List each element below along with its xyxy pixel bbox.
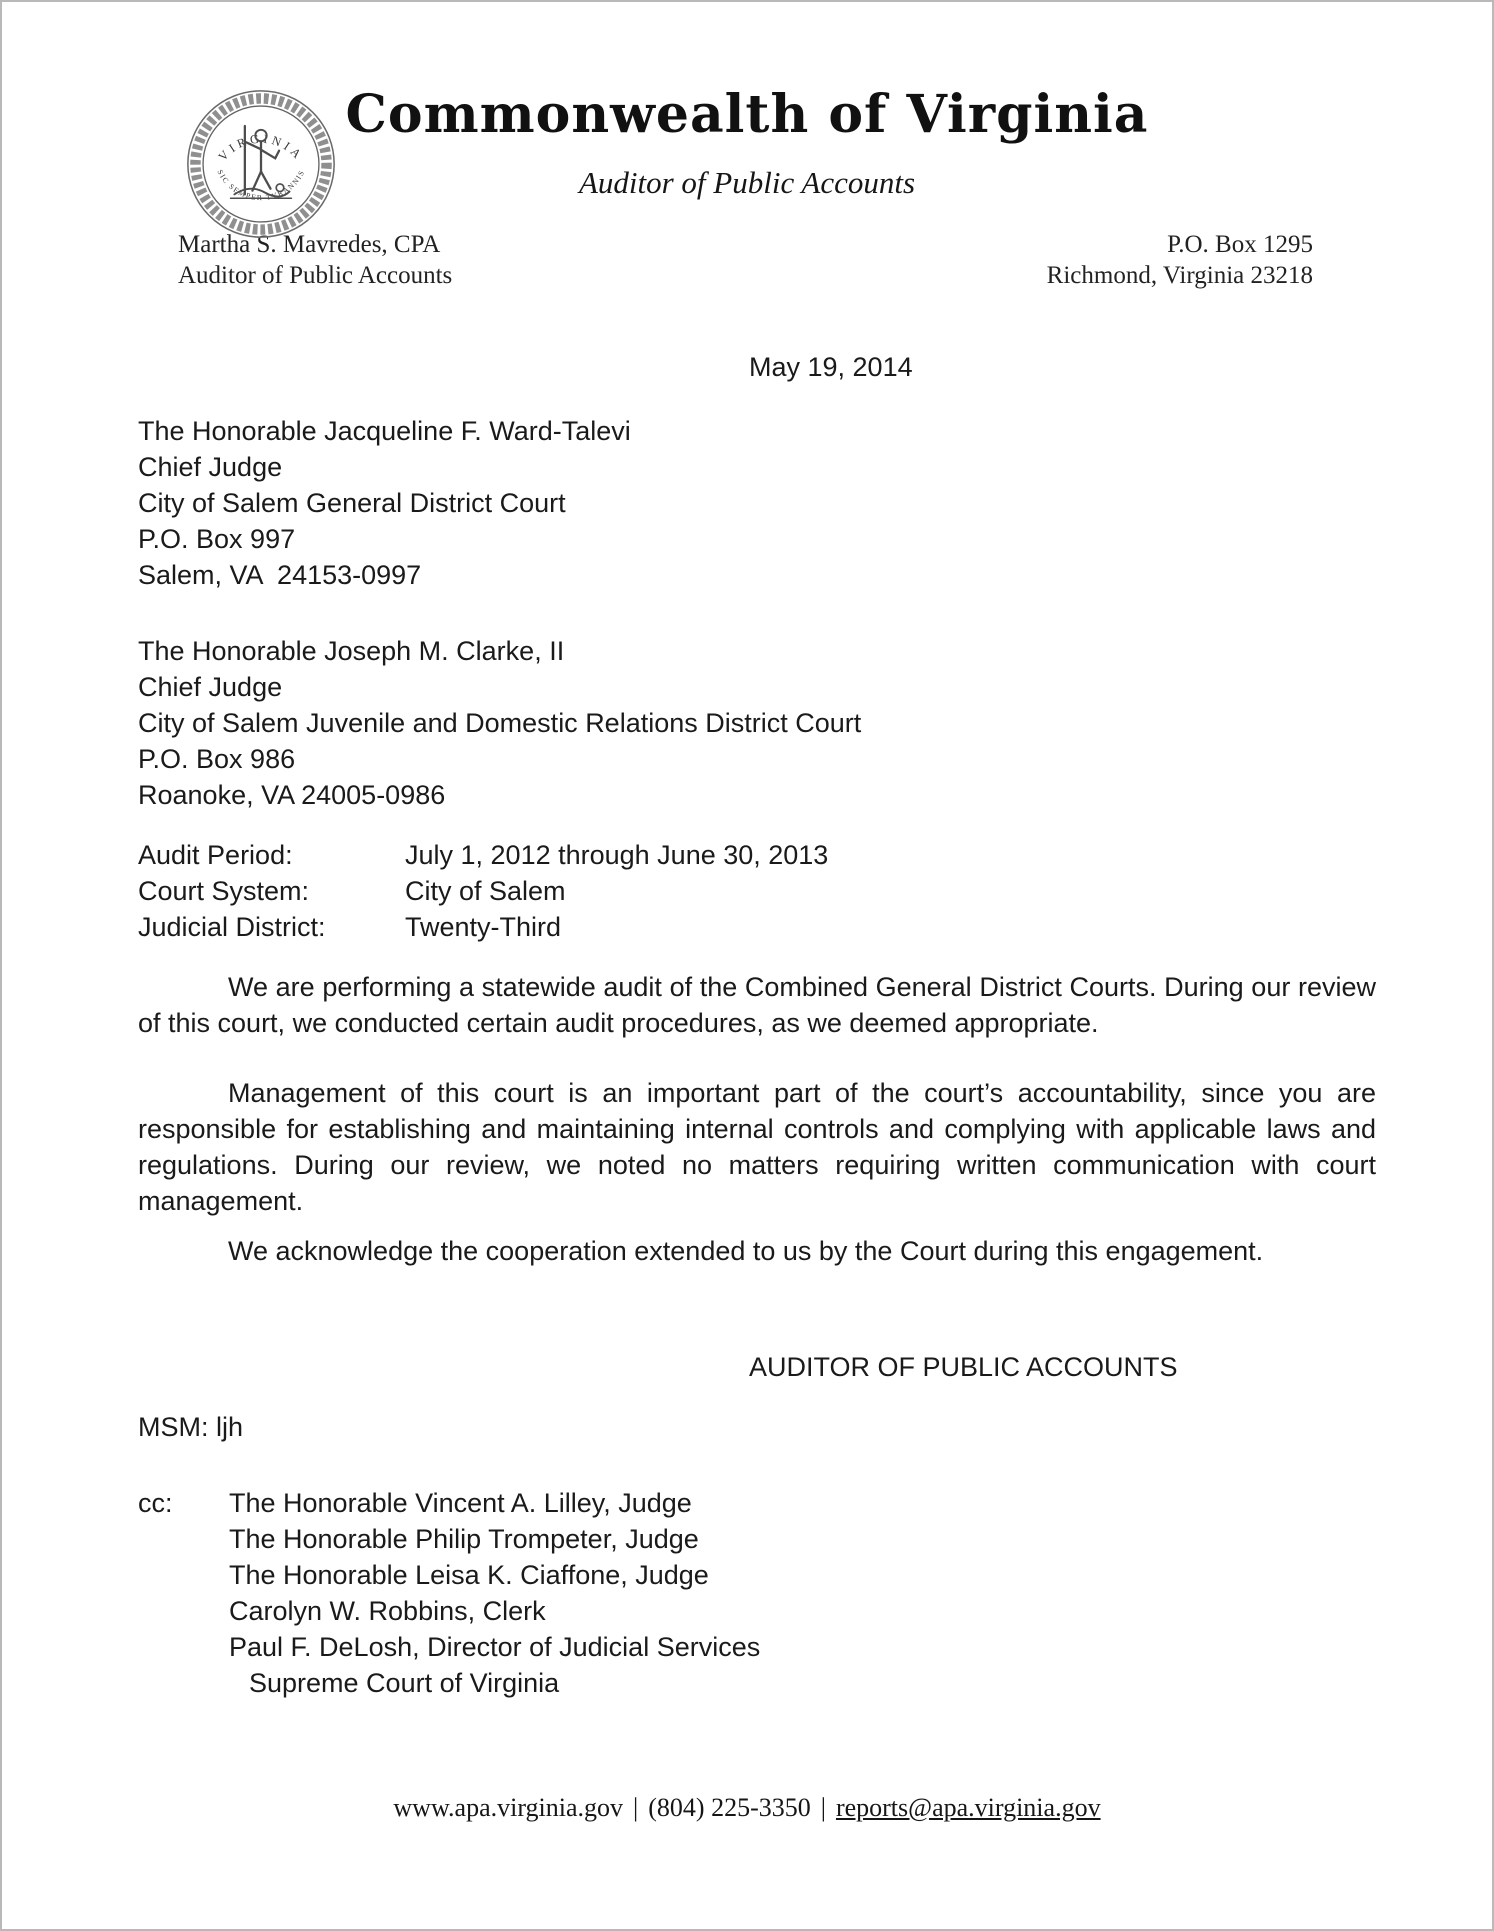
recipient-line: Chief Judge: [138, 671, 283, 702]
seal-bottom-text: SIC SEMPER TYRANNIS: [215, 168, 307, 203]
cc-sub-item: Supreme Court of Virginia: [249, 1667, 560, 1698]
cc-item: The Honorable Vincent A. Lilley, Judge: [229, 1487, 692, 1518]
recipient-block-1: [138, 413, 1376, 593]
cc-label: cc:: [138, 1487, 173, 1518]
recipient-line: The Honorable Joseph M. Clarke, II: [138, 635, 565, 666]
cc-item: The Honorable Leisa K. Ciaffone, Judge: [229, 1559, 709, 1590]
footer-separator: |: [820, 1793, 826, 1822]
letterhead: [2, 2, 1492, 291]
recipient-line: P.O. Box 997: [138, 523, 296, 554]
recipient-line: City of Salem General District Court: [138, 487, 566, 518]
detail-label: Audit Period:: [138, 839, 293, 870]
office-city-state-zip: Richmond, Virginia 23218: [1046, 261, 1313, 289]
recipient-line: Chief Judge: [138, 451, 283, 482]
audit-details: [138, 837, 1376, 945]
reference-initials: MSM: ljh: [138, 1411, 244, 1442]
letter-body: [138, 349, 1376, 1701]
recipient-line: The Honorable Jacqueline F. Ward-Talevi: [138, 415, 631, 446]
cc-item: Carolyn W. Robbins, Clerk: [229, 1595, 546, 1626]
letterhead-title: Commonwealth of Virginia: [345, 84, 1149, 145]
office-po-box: P.O. Box 1295: [1167, 230, 1313, 258]
letterhead-info-row: [178, 229, 1313, 291]
footer-email-link[interactable]: reports@apa.virginia.gov: [835, 1793, 1101, 1822]
body-paragraph: We acknowledge the cooperation extended to us by the Court during this engagement.: [228, 1235, 1264, 1266]
detail-value: City of Salem: [405, 875, 566, 906]
signature-line: AUDITOR OF PUBLIC ACCOUNTS: [749, 1351, 1178, 1382]
cc-list: [229, 1485, 760, 1701]
footer-website: www.apa.virginia.gov: [393, 1793, 624, 1822]
cc-block: [138, 1485, 1376, 1701]
detail-row-court-system: [138, 873, 1376, 909]
date-line: May 19, 2014: [749, 351, 913, 382]
footer-phone: (804) 225-3350: [648, 1793, 811, 1822]
body-paragraph: Management of this court is an important part of the court’s accountability, since you are responsible for establishing and maintaining internal controls and complying with applicable laws and regulations. During our review, we noted no matters requiring written communication with court management.: [138, 1077, 1376, 1216]
footer-separator: |: [633, 1793, 639, 1822]
detail-value: July 1, 2012 through June 30, 2013: [405, 839, 829, 870]
recipient-line: City of Salem Juvenile and Domestic Relations District Court: [138, 707, 862, 738]
detail-row-judicial-district: [138, 909, 1376, 945]
body-paragraph: We are performing a statewide audit of the Combined General District Courts. During our review of this court, we conducted certain audit procedures, as we deemed appropriate.: [138, 971, 1376, 1038]
virginia-state-seal-icon: [185, 88, 337, 240]
seal-top-text: VIRGINIA: [215, 131, 307, 164]
detail-value: Twenty-Third: [405, 911, 562, 942]
recipient-line: P.O. Box 986: [138, 743, 296, 774]
detail-row-audit-period: [138, 837, 1376, 873]
cc-item: The Honorable Philip Trompeter, Judge: [229, 1523, 699, 1554]
recipient-block-2: [138, 633, 1376, 813]
letterhead-subtitle: Auditor of Public Accounts: [578, 164, 916, 200]
official-title: Auditor of Public Accounts: [178, 261, 453, 289]
recipient-line: Roanoke, VA 24005-0986: [138, 779, 446, 810]
cc-item: Paul F. DeLosh, Director of Judicial Services: [229, 1631, 761, 1662]
official-name: Martha S. Mavredes, CPA: [178, 230, 441, 258]
office-address-block: [1047, 229, 1313, 291]
detail-label: Judicial District:: [138, 911, 326, 942]
recipient-line: Salem, VA 24153-0997: [138, 559, 422, 590]
footer: [2, 1793, 1492, 1823]
detail-label: Court System:: [138, 875, 310, 906]
